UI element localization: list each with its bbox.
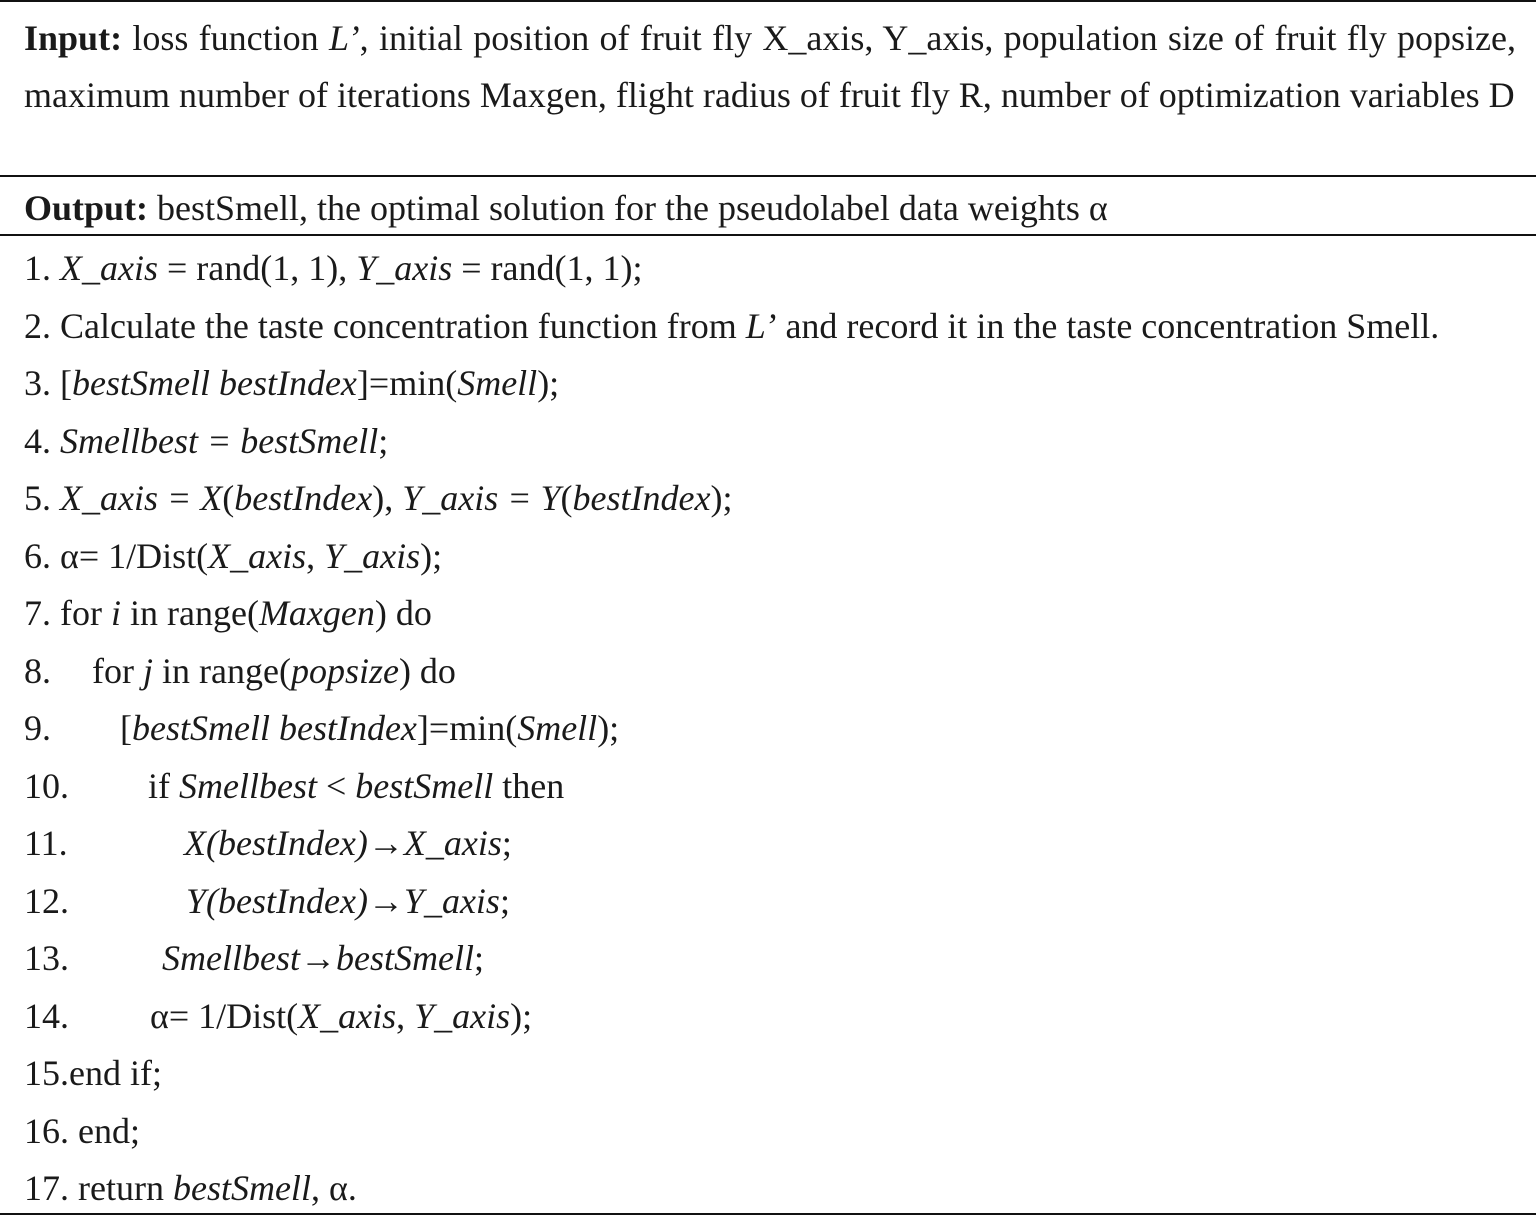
- step-token: and record it in the taste concentration Smell.: [776, 305, 1440, 346]
- step-token: ;: [378, 420, 389, 461]
- output-steps-divider: [0, 234, 1536, 236]
- step-inline: [24, 413, 388, 469]
- step-text: [184, 815, 512, 871]
- step-text: [69, 1111, 140, 1151]
- step-token: if: [148, 765, 179, 806]
- bottom-rule: [0, 1213, 1536, 1215]
- step-inline: [24, 1103, 140, 1159]
- step-token: end if;: [69, 1053, 162, 1093]
- step-italic-token: Y_axis: [324, 535, 421, 576]
- step-token: in range(: [121, 593, 259, 633]
- input-output-divider: [0, 175, 1536, 177]
- step-number: 12.: [24, 880, 69, 921]
- input-text-c: , initial position of fruit fly X_axis, Y_axis, population size of fruit fly popsize, maximum number of iterations Maxgen, flight radius of fruit fly R, number of optimization variables D: [24, 18, 1516, 115]
- step-token: );: [537, 363, 560, 403]
- step-number: 4.: [24, 420, 51, 461]
- step-number: 13.: [24, 938, 69, 978]
- step-italic-token: Y_axis = Y: [402, 478, 561, 518]
- step-text: [148, 758, 564, 814]
- step-italic-token: bestSmell: [355, 765, 494, 806]
- step-token: ),: [372, 478, 403, 518]
- step-text: [51, 421, 388, 461]
- step-number: 1.: [24, 248, 51, 288]
- step-italic-token: Smellbest = bestSmell: [60, 420, 379, 461]
- step-text: [162, 930, 484, 986]
- step-token: in range(: [153, 650, 291, 691]
- top-rule: [0, 0, 1536, 2]
- step-token: α= 1/Dist(: [150, 995, 299, 1036]
- step-italic-token: j: [142, 650, 153, 691]
- step-token: = rand(1, 1),: [157, 248, 357, 288]
- step-token: end;: [69, 1110, 140, 1151]
- step-token: ;: [499, 880, 510, 921]
- step-token: ]=min(: [356, 363, 458, 403]
- step-number: 8.: [24, 650, 51, 691]
- step-text: [51, 363, 559, 403]
- step-token: [51, 478, 60, 518]
- step-italic-token: bestSmell bestIndex: [72, 363, 357, 403]
- step-token: ;: [501, 823, 512, 863]
- step-token: ) do: [398, 650, 456, 691]
- step-italic-token: bestIndex: [234, 478, 373, 518]
- step-italic-token: popsize: [290, 650, 399, 691]
- step-inline: [24, 355, 559, 411]
- step-token: [: [120, 708, 132, 748]
- output-description: [24, 182, 1108, 234]
- step-italic-token: L’: [745, 305, 777, 346]
- step-italic-token: bestSmell bestIndex: [132, 708, 417, 748]
- step-italic-token: Y_axis: [356, 248, 453, 288]
- step-token: ,: [306, 535, 325, 576]
- step-inline: [24, 1160, 357, 1216]
- step-text: [51, 306, 1439, 346]
- step-italic-token: X_axis = X: [60, 478, 223, 518]
- input-loss-symbol: L’: [328, 18, 360, 58]
- step-italic-token: Smell: [517, 708, 598, 748]
- step-token: = rand(1, 1);: [452, 248, 643, 288]
- step-token: then: [493, 765, 565, 806]
- step-text: [69, 1168, 357, 1208]
- step-token: (: [222, 478, 235, 518]
- step-inline: [24, 1045, 162, 1101]
- step-italic-token: X_axis: [298, 995, 397, 1036]
- step-number: 6.: [24, 535, 51, 576]
- step-number: 2.: [24, 305, 51, 346]
- step-token: , α.: [310, 1168, 357, 1208]
- step-token: for: [51, 593, 111, 633]
- step-text: [51, 593, 432, 633]
- step-token: [: [51, 363, 72, 403]
- step-token: ;: [473, 938, 484, 978]
- step-inline: [24, 528, 442, 584]
- step-token: <: [316, 765, 356, 806]
- step-inline: [24, 240, 643, 296]
- step-number: 9.: [24, 708, 51, 748]
- step-token: [51, 421, 60, 461]
- step-token: [51, 248, 60, 288]
- step-token: );: [710, 478, 733, 518]
- step-italic-token: i: [110, 593, 121, 633]
- step-inline: [24, 585, 432, 641]
- step-number: 11.: [24, 823, 68, 863]
- step-number: 17.: [24, 1168, 69, 1208]
- step-token: return: [69, 1168, 173, 1208]
- step-token: Calculate the taste concentration function from: [51, 305, 746, 346]
- step-token: );: [420, 535, 443, 576]
- step-italic-token: bestIndex: [572, 478, 711, 518]
- step-text: [51, 478, 732, 518]
- step-italic-token: Smellbest: [179, 765, 317, 806]
- step-number: 5.: [24, 478, 51, 518]
- step-number: 7.: [24, 593, 51, 633]
- step-italic-token: Smell: [457, 363, 538, 403]
- step-text: [51, 536, 442, 576]
- step-text: [51, 248, 643, 288]
- step-italic-token: Y_axis: [414, 995, 511, 1036]
- step-token: );: [597, 708, 620, 748]
- step-text: [69, 1053, 162, 1093]
- step-italic-token: bestSmell: [172, 1168, 311, 1208]
- step-inline: [24, 298, 1439, 354]
- step-token: α= 1/Dist(: [51, 535, 209, 576]
- output-label: Output:: [24, 188, 149, 228]
- step-text: [120, 700, 619, 756]
- step-token: );: [510, 995, 533, 1036]
- step-italic-token: X_axis: [208, 535, 307, 576]
- step-number: 14.: [24, 995, 69, 1036]
- output-text: bestSmell, the optimal solution for the pseudolabel data weights α: [148, 188, 1108, 228]
- step-italic-token: Y(bestIndex)→Y_axis: [186, 880, 500, 921]
- input-label: Input:: [24, 18, 123, 58]
- step-token: (: [560, 478, 573, 518]
- step-token: ) do: [374, 593, 432, 633]
- step-italic-token: Maxgen: [258, 593, 375, 633]
- step-italic-token: Smellbest→bestSmell: [162, 938, 474, 978]
- step-token: ,: [396, 995, 415, 1036]
- step-italic-token: X_axis: [60, 248, 158, 288]
- step-text: [92, 643, 456, 699]
- step-number: 3.: [24, 363, 51, 403]
- step-text: [150, 988, 532, 1044]
- step-token: ]=min(: [416, 708, 518, 748]
- step-number: 15.: [24, 1053, 69, 1093]
- step-number: 10.: [24, 765, 69, 806]
- input-description: [24, 10, 1516, 124]
- input-text-a: loss function: [122, 18, 329, 58]
- step-inline: [24, 470, 732, 526]
- step-italic-token: X(bestIndex)→X_axis: [184, 823, 502, 863]
- step-token: for: [92, 650, 143, 691]
- step-text: [186, 873, 510, 929]
- step-number: 16.: [24, 1110, 69, 1151]
